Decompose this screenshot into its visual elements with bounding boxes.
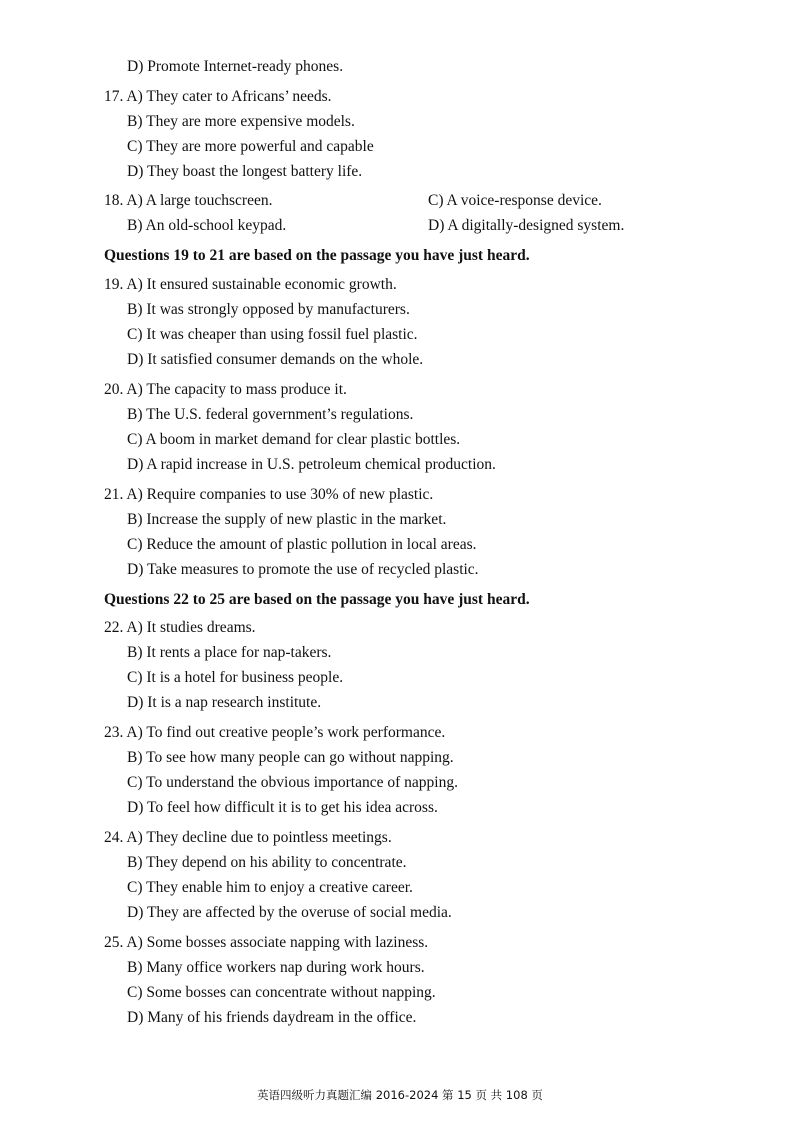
q22-option-a: 22. A) It studies dreams. bbox=[104, 619, 256, 636]
q25-option-c: C) Some bosses can concentrate without napping. bbox=[127, 984, 436, 1001]
q20-option-b: B) The U.S. federal government’s regulations. bbox=[127, 406, 414, 423]
q16-option-d: D) Promote Internet-ready phones. bbox=[127, 58, 344, 75]
q21-option-c: C) Reduce the amount of plastic pollution in local areas. bbox=[127, 536, 477, 553]
q17-option-d: D) They boast the longest battery life. bbox=[127, 163, 363, 180]
q17-option-c: C) They are more powerful and capable bbox=[127, 138, 374, 155]
q18-option-b: B) An old-school keypad. bbox=[127, 217, 287, 234]
q23-option-b: B) To see how many people can go without napping. bbox=[127, 749, 454, 766]
q18-option-c: C) A voice-response device. bbox=[428, 192, 602, 209]
q17-option-a: 17. A) They cater to Africans’ needs. bbox=[104, 88, 332, 105]
q25-option-a: 25. A) Some bosses associate napping with laziness. bbox=[104, 934, 429, 951]
q24-option-c: C) They enable him to enjoy a creative career. bbox=[127, 879, 413, 896]
q24-option-b: B) They depend on his ability to concentrate. bbox=[127, 854, 407, 871]
q18-option-d: D) A digitally-designed system. bbox=[428, 217, 625, 234]
q17-option-b: B) They are more expensive models. bbox=[127, 113, 355, 130]
q23-option-c: C) To understand the obvious importance of napping. bbox=[127, 774, 458, 791]
q24-option-d: D) They are affected by the overuse of social media. bbox=[127, 904, 452, 921]
q19-option-c: C) It was cheaper than using fossil fuel plastic. bbox=[127, 326, 418, 343]
section-heading-19-21: Questions 19 to 21 are based on the passage you have just heard. bbox=[104, 247, 530, 264]
q18-option-a: 18. A) A large touchscreen. bbox=[104, 192, 273, 209]
page-footer: 英语四级听力真题汇编 2016-2024 第 15 页 共 108 页 bbox=[257, 1088, 543, 1102]
section-heading-22-25: Questions 22 to 25 are based on the passage you have just heard. bbox=[104, 591, 530, 608]
q23-option-d: D) To feel how difficult it is to get his idea across. bbox=[127, 799, 438, 816]
q21-option-b: B) Increase the supply of new plastic in the market. bbox=[127, 511, 447, 528]
q21-option-d: D) Take measures to promote the use of recycled plastic. bbox=[127, 561, 479, 578]
q24-option-a: 24. A) They decline due to pointless meetings. bbox=[104, 829, 392, 846]
q19-option-b: B) It was strongly opposed by manufacturers. bbox=[127, 301, 410, 318]
q19-option-d: D) It satisfied consumer demands on the whole. bbox=[127, 351, 424, 368]
q22-option-b: B) It rents a place for nap-takers. bbox=[127, 644, 332, 661]
q20-option-a: 20. A) The capacity to mass produce it. bbox=[104, 381, 347, 398]
q25-option-b: B) Many office workers nap during work hours. bbox=[127, 959, 425, 976]
q22-option-c: C) It is a hotel for business people. bbox=[127, 669, 344, 686]
q21-option-a: 21. A) Require companies to use 30% of new plastic. bbox=[104, 486, 434, 503]
q19-option-a: 19. A) It ensured sustainable economic growth. bbox=[104, 276, 397, 293]
q25-option-d: D) Many of his friends daydream in the office. bbox=[127, 1009, 417, 1026]
q22-option-d: D) It is a nap research institute. bbox=[127, 694, 322, 711]
q23-option-a: 23. A) To find out creative people’s work performance. bbox=[104, 724, 446, 741]
q20-option-c: C) A boom in market demand for clear plastic bottles. bbox=[127, 431, 461, 448]
q20-option-d: D) A rapid increase in U.S. petroleum chemical production. bbox=[127, 456, 496, 473]
